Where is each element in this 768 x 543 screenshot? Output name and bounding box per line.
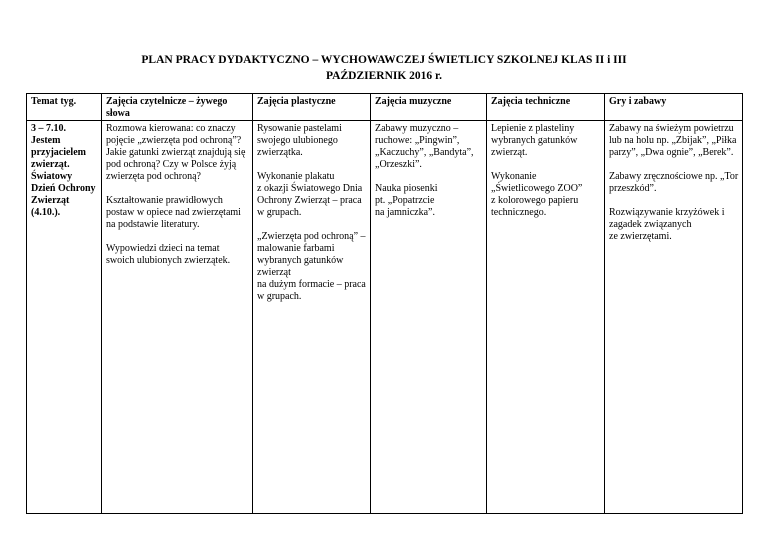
table-header-row: [27, 94, 743, 121]
document-subtitle-month: PAŹDZIERNIK 2016 r.: [326, 70, 442, 82]
reading-paragraph: Kształtowanie prawidłowych postaw w opiece nad zwierzętami na podstawie literatury.: [106, 195, 241, 230]
topic-text: 3 – 7.10. Jestem przyjacielem zwierząt. Światowy Dzień Ochrony Zwierząt (4.10.).: [31, 123, 96, 218]
header-technical: Zajęcia techniczne: [487, 94, 605, 121]
art-paragraph: Rysowanie pastelami swojego ulubionego zwierzątka.: [257, 123, 342, 158]
plan-table: [26, 93, 743, 514]
reading-paragraph: Rozmowa kierowana: co znaczy pojęcie „zwierzęta pod ochroną”? Jakie gatunki zwierząt znajdują się pod ochroną? Czy w Polsce żyją zwierzęta pod ochroną?: [106, 123, 246, 182]
cell-music: [371, 121, 487, 514]
games-paragraph: Zabawy na świeżym powietrzu lub na holu np. „Zbijak”, „Piłka parzy”, „Dwa ognie”, „Berek”.: [609, 123, 737, 158]
cell-games: [605, 121, 743, 514]
table-row: [27, 121, 743, 514]
cell-art: [253, 121, 371, 514]
reading-paragraph: Wypowiedzi dzieci na temat swoich ulubionych zwierzątek.: [106, 243, 231, 266]
cell-topic: [27, 121, 102, 514]
games-paragraph: Zabawy zręcznościowe np. „Tor przeszkód”.: [609, 171, 739, 194]
art-paragraph: „Zwierzęta pod ochroną” – malowanie farbami wybranych gatunków zwierząt na dużym formacie – praca w grupach.: [257, 231, 366, 302]
technical-paragraph: Wykonanie „Świetlicowego ZOO” z kolorowego papieru technicznego.: [491, 171, 583, 218]
document-title: PLAN PRACY DYDAKTYCZNO – WYCHOWAWCZEJ ŚWIETLICY SZKOLNEJ KLAS II i III: [141, 54, 627, 66]
art-paragraph: Wykonanie plakatu z okazji Światowego Dnia Ochrony Zwierząt – praca w grupach.: [257, 171, 363, 218]
cell-technical: [487, 121, 605, 514]
header-music: Zajęcia muzyczne: [371, 94, 487, 121]
music-paragraph: Zabawy muzyczno – ruchowe: „Pingwin”, „Kaczuchy”, „Bandyta”, „Orzeszki”.: [375, 123, 474, 170]
header-art: Zajęcia plastyczne: [253, 94, 371, 121]
cell-reading: [102, 121, 253, 514]
header-reading: Zajęcia czytelnicze – żywego słowa: [102, 94, 253, 121]
games-paragraph: Rozwiązywanie krzyżówek i zagadek związanych ze zwierzętami.: [609, 207, 725, 242]
header-topic: Temat tyg.: [27, 94, 102, 121]
header-games: Gry i zabawy: [605, 94, 743, 121]
technical-paragraph: Lepienie z plasteliny wybranych gatunków zwierząt.: [491, 123, 578, 158]
music-paragraph: Nauka piosenki pt. „Popatrzcie na jamniczka”.: [375, 183, 438, 218]
